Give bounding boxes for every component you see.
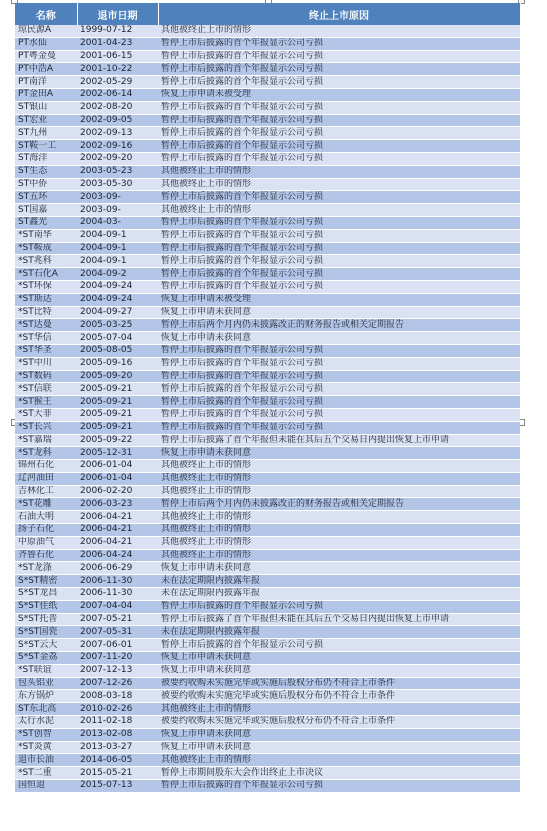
cell-reason: 暂停上市后披露的首个年报显示公司亏损 <box>158 216 520 229</box>
cell-name: PT粤金曼 <box>15 50 77 63</box>
table-row <box>15 652 520 665</box>
cell-delist-date: 2004-03- <box>77 216 158 229</box>
cell-name: 包头铝业 <box>15 677 77 690</box>
cell-name: 太行水泥 <box>15 716 77 729</box>
cell-delist-date: 2001-04-23 <box>77 37 158 50</box>
cell-reason: 恢复上市申请未获同意 <box>158 741 520 754</box>
cell-name: *ST斯达 <box>15 293 77 306</box>
cell-reason: 恢复上市申请未被受理 <box>158 88 520 101</box>
table-row <box>15 357 520 370</box>
cell-reason: 其他被终止上市的情形 <box>158 472 520 485</box>
cell-reason: 恢复上市申请未获同意 <box>158 728 520 741</box>
cell-name: 辽河油田 <box>15 472 77 485</box>
cell-delist-date: 2013-03-27 <box>77 741 158 754</box>
cell-delist-date: 2006-01-04 <box>77 472 158 485</box>
cell-name: *ST环保 <box>15 280 77 293</box>
cell-name: *ST华信 <box>15 332 77 345</box>
cell-name: ST生态 <box>15 165 77 178</box>
table-row <box>15 536 520 549</box>
table-row <box>15 498 520 511</box>
cell-name: PT金田A <box>15 88 77 101</box>
cell-delist-date: 2005-08-05 <box>77 344 158 357</box>
cell-delist-date: 2002-09-13 <box>77 127 158 140</box>
cell-delist-date: 2002-09-20 <box>77 152 158 165</box>
cell-reason: 被要约收购未实施完毕或实施后股权分布仍不符合上市条件 <box>158 690 520 703</box>
table-row <box>15 408 520 421</box>
table-row <box>15 396 520 409</box>
table-row <box>15 370 520 383</box>
cell-name: *ST联谊 <box>15 664 77 677</box>
cell-delist-date: 2015-07-13 <box>77 780 158 793</box>
table-row <box>15 588 520 601</box>
cell-name: *ST华圣 <box>15 344 77 357</box>
cell-reason: 暂停上市后披露的首个年报显示公司亏损 <box>158 114 520 127</box>
cell-delist-date: 2002-09-05 <box>77 114 158 127</box>
cell-name: *ST信联 <box>15 383 77 396</box>
cell-delist-date: 2008-03-18 <box>77 690 158 703</box>
table-row <box>15 114 520 127</box>
table-row <box>15 716 520 729</box>
cell-name: *ST二重 <box>15 767 77 780</box>
table-row <box>15 728 520 741</box>
cell-name: *ST数码 <box>15 370 77 383</box>
cell-reason: 暂停上市后披露的首个年报显示公司亏损 <box>158 152 520 165</box>
header-name: 名称 <box>15 3 77 25</box>
cell-name: *ST比特 <box>15 306 77 319</box>
cell-delist-date: 2007-04-04 <box>77 600 158 613</box>
cell-name: PT水仙 <box>15 37 77 50</box>
cell-delist-date: 2005-09-22 <box>77 434 158 447</box>
cell-name: *ST中川 <box>15 357 77 370</box>
cell-name: ST九州 <box>15 127 77 140</box>
cell-delist-date: 2004-09-24 <box>77 280 158 293</box>
cell-name: *ST炎黄 <box>15 741 77 754</box>
table-row <box>15 319 520 332</box>
cell-name: ST国嘉 <box>15 204 77 217</box>
cell-name: *ST花雕 <box>15 498 77 511</box>
cell-delist-date: 2004-09-1 <box>77 242 158 255</box>
cell-reason: 恢复上市申请未获同意 <box>158 306 520 319</box>
cell-reason: 其他被终止上市的情形 <box>158 460 520 473</box>
table-row <box>15 639 520 652</box>
table-row <box>15 50 520 63</box>
cell-name: ST中侨 <box>15 178 77 191</box>
cell-name: PT南洋 <box>15 76 77 89</box>
cell-name: S*ST佳纸 <box>15 600 77 613</box>
table-row <box>15 741 520 754</box>
table-row <box>15 485 520 498</box>
table-row <box>15 575 520 588</box>
cell-delist-date: 2005-07-04 <box>77 332 158 345</box>
cell-name: *ST南华 <box>15 229 77 242</box>
cell-reason: 其他被终止上市的情形 <box>158 204 520 217</box>
cell-delist-date: 2005-09-21 <box>77 408 158 421</box>
cell-reason: 恢复上市申请未获同意 <box>158 332 520 345</box>
cell-delist-date: 2005-09-21 <box>77 421 158 434</box>
cell-name: *ST大菲 <box>15 408 77 421</box>
table-row <box>15 178 520 191</box>
table-row <box>15 229 520 242</box>
table-row <box>15 88 520 101</box>
cell-reason: 暂停上市后披露的首个年报显示公司亏损 <box>158 280 520 293</box>
cell-delist-date: 2002-06-14 <box>77 88 158 101</box>
cell-name: *ST龙科 <box>15 447 77 460</box>
cell-name: *ST龙涤 <box>15 562 77 575</box>
cell-delist-date: 2004-09-27 <box>77 306 158 319</box>
cell-reason: 被要约收购未实施完毕或实施后股权分布仍不符合上市条件 <box>158 677 520 690</box>
cell-reason: 暂停上市后披露的首个年报显示公司亏损 <box>158 37 520 50</box>
cell-name: S*ST龙昌 <box>15 588 77 601</box>
cell-reason: 暂停上市后披露的首个年报显示公司亏损 <box>158 639 520 652</box>
cell-reason: 暂停上市后披露的首个年报显示公司亏损 <box>158 140 520 153</box>
table-row <box>15 524 520 537</box>
table-row <box>15 152 520 165</box>
cell-delist-date: 2002-09-16 <box>77 140 158 153</box>
cell-name: S*ST云大 <box>15 639 77 652</box>
cell-delist-date: 2004-09-1 <box>77 229 158 242</box>
cell-delist-date: 2006-03-23 <box>77 498 158 511</box>
cell-reason: 恢复上市申请未获同意 <box>158 447 520 460</box>
table-row <box>15 447 520 460</box>
cell-name: ST鞍一工 <box>15 140 77 153</box>
cell-delist-date: 2001-06-15 <box>77 50 158 63</box>
table-row <box>15 76 520 89</box>
cell-delist-date: 2006-11-30 <box>77 575 158 588</box>
cell-delist-date: 2007-06-01 <box>77 639 158 652</box>
table-row <box>15 255 520 268</box>
cell-delist-date: 2002-05-29 <box>77 76 158 89</box>
cell-reason: 其他被终止上市的情形 <box>158 178 520 191</box>
cell-name: *ST石化A <box>15 268 77 281</box>
table-row <box>15 780 520 793</box>
cell-name: 锦州石化 <box>15 460 77 473</box>
cell-name: ST宏业 <box>15 114 77 127</box>
cell-name: ST海洋 <box>15 152 77 165</box>
table-row <box>15 306 520 319</box>
cell-delist-date: 2006-02-20 <box>77 485 158 498</box>
cell-delist-date: 2006-04-21 <box>77 511 158 524</box>
cell-name: ST五环 <box>15 191 77 204</box>
cell-delist-date: 2005-09-20 <box>77 370 158 383</box>
cell-reason: 其他被终止上市的情形 <box>158 485 520 498</box>
table-row <box>15 549 520 562</box>
cell-delist-date: 2007-05-31 <box>77 626 158 639</box>
cell-reason: 暂停上市后两个月内仍未披露改正的财务报告或相关定期报告 <box>158 319 520 332</box>
cell-delist-date: 2011-02-18 <box>77 716 158 729</box>
cell-name: 中原油气 <box>15 536 77 549</box>
table-row <box>15 562 520 575</box>
cell-name: *ST嘉瑞 <box>15 434 77 447</box>
cell-reason: 暂停上市后披露的首个年报显示公司亏损 <box>158 383 520 396</box>
cell-delist-date: 2003-05-30 <box>77 178 158 191</box>
table-row <box>15 216 520 229</box>
cell-reason: 暂停上市后披露的首个年报显示公司亏损 <box>158 268 520 281</box>
cell-reason: 暂停上市期间股东大会作出终止上市决议 <box>158 767 520 780</box>
cell-reason: 未在法定期限内披露年报 <box>158 626 520 639</box>
header-delist-date: 退市日期 <box>77 3 158 25</box>
cell-reason: 暂停上市后披露的首个年报显示公司亏损 <box>158 396 520 409</box>
cell-reason: 暂停上市后披露的首个年报显示公司亏损 <box>158 229 520 242</box>
cell-reason: 未在法定期限内披露年报 <box>158 588 520 601</box>
table-row <box>15 690 520 703</box>
table-row <box>15 664 520 677</box>
cell-delist-date: 2005-09-21 <box>77 396 158 409</box>
table-row <box>15 383 520 396</box>
cell-delist-date: 2006-04-21 <box>77 536 158 549</box>
cell-reason: 暂停上市后披露了首个年报但未能在其后五个交易日内提出恢复上市申请 <box>158 434 520 447</box>
cell-name: S*ST精密 <box>15 575 77 588</box>
table-row <box>15 626 520 639</box>
cell-delist-date: 2007-12-26 <box>77 677 158 690</box>
cell-delist-date: 2004-09-1 <box>77 255 158 268</box>
cell-reason: 暂停上市后披露的首个年报显示公司亏损 <box>158 63 520 76</box>
table-row <box>15 242 520 255</box>
cell-delist-date: 1999-07-12 <box>77 25 158 37</box>
cell-reason: 暂停上市后披露的首个年报显示公司亏损 <box>158 242 520 255</box>
cell-delist-date: 2006-11-30 <box>77 588 158 601</box>
cell-delist-date: 2014-06-05 <box>77 754 158 767</box>
cell-delist-date: 2006-06-29 <box>77 562 158 575</box>
cell-delist-date: 2005-09-21 <box>77 383 158 396</box>
cell-delist-date: 2006-01-04 <box>77 460 158 473</box>
delisting-table-image <box>15 3 520 793</box>
cell-name: *ST达曼 <box>15 319 77 332</box>
cell-name: PT中浩A <box>15 63 77 76</box>
cell-name: *ST长兴 <box>15 421 77 434</box>
cell-delist-date: 2007-11-20 <box>77 652 158 665</box>
cell-name: 吉林化工 <box>15 485 77 498</box>
cell-delist-date: 2006-04-21 <box>77 524 158 537</box>
table-row <box>15 332 520 345</box>
table-header-row <box>15 3 520 25</box>
table-row <box>15 613 520 626</box>
cell-name: S*ST国瓷 <box>15 626 77 639</box>
cell-reason: 暂停上市后披露的首个年报显示公司亏损 <box>158 191 520 204</box>
cell-name: 齐鲁石化 <box>15 549 77 562</box>
cell-delist-date: 2001-10-22 <box>77 63 158 76</box>
table-row <box>15 344 520 357</box>
cell-reason: 恢复上市申请未被受理 <box>158 293 520 306</box>
cell-delist-date: 2010-02-26 <box>77 703 158 716</box>
cell-name: 琼民源A <box>15 25 77 37</box>
cell-reason: 其他被终止上市的情形 <box>158 549 520 562</box>
table-body <box>15 25 520 792</box>
cell-name: 扬子石化 <box>15 524 77 537</box>
table-row <box>15 767 520 780</box>
table-row <box>15 754 520 767</box>
cell-reason: 暂停上市后披露的首个年报显示公司亏损 <box>158 101 520 114</box>
cell-reason: 暂停上市后两个月内仍未披露改正的财务报告或相关定期报告 <box>158 498 520 511</box>
cell-name: 国恒退 <box>15 780 77 793</box>
table-row <box>15 37 520 50</box>
table-row <box>15 460 520 473</box>
cell-reason: 其他被终止上市的情形 <box>158 703 520 716</box>
cell-reason: 其他被终止上市的情形 <box>158 536 520 549</box>
cell-name: *ST鞍成 <box>15 242 77 255</box>
table-row <box>15 703 520 716</box>
cell-name: *ST兆科 <box>15 255 77 268</box>
cell-name: 东方锅炉 <box>15 690 77 703</box>
cell-reason: 暂停上市后披露的首个年报显示公司亏损 <box>158 127 520 140</box>
cell-name: *ST猴王 <box>15 396 77 409</box>
cell-name: 石油大明 <box>15 511 77 524</box>
table-row <box>15 293 520 306</box>
cell-reason: 暂停上市后披露的首个年报显示公司亏损 <box>158 357 520 370</box>
cell-reason: 暂停上市后披露的首个年报显示公司亏损 <box>158 780 520 793</box>
table-row <box>15 25 520 37</box>
cell-reason: 未在法定期限内披露年报 <box>158 575 520 588</box>
cell-reason: 暂停上市后披露的首个年报显示公司亏损 <box>158 76 520 89</box>
cell-reason: 暂停上市后披露的首个年报显示公司亏损 <box>158 50 520 63</box>
cell-delist-date: 2013-02-08 <box>77 728 158 741</box>
cell-delist-date: 2007-05-21 <box>77 613 158 626</box>
cell-delist-date: 2005-09-16 <box>77 357 158 370</box>
table-row <box>15 677 520 690</box>
cell-delist-date: 2005-12-31 <box>77 447 158 460</box>
cell-name: 退市长油 <box>15 754 77 767</box>
delisting-table <box>15 3 521 793</box>
cell-delist-date: 2007-12-13 <box>77 664 158 677</box>
cell-name: ST鑫光 <box>15 216 77 229</box>
cell-reason: 暂停上市后披露的首个年报显示公司亏损 <box>158 344 520 357</box>
header-reason: 终止上市原因 <box>158 3 520 25</box>
cell-reason: 其他被终止上市的情形 <box>158 511 520 524</box>
cell-reason: 其他被终止上市的情形 <box>158 165 520 178</box>
cell-delist-date: 2003-09- <box>77 204 158 217</box>
cell-reason: 其他被终止上市的情形 <box>158 25 520 37</box>
table-row <box>15 63 520 76</box>
table-row <box>15 421 520 434</box>
table-row <box>15 127 520 140</box>
table-row <box>15 434 520 447</box>
cell-reason: 暂停上市后披露的首个年报显示公司亏损 <box>158 421 520 434</box>
table-row <box>15 280 520 293</box>
cell-reason: 被要约收购未实施完毕或实施后股权分布仍不符合上市条件 <box>158 716 520 729</box>
cell-reason: 暂停上市后披露的首个年报显示公司亏损 <box>158 370 520 383</box>
cell-delist-date: 2004-09-24 <box>77 293 158 306</box>
cell-delist-date: 2004-09-2 <box>77 268 158 281</box>
table-row <box>15 101 520 114</box>
cell-name: ST银山 <box>15 101 77 114</box>
table-row <box>15 204 520 217</box>
cell-reason: 暂停上市后披露了首个年报但未能在其后五个交易日内提出恢复上市申请 <box>158 613 520 626</box>
cell-reason: 暂停上市后披露的首个年报显示公司亏损 <box>158 255 520 268</box>
cell-reason: 恢复上市申请未获同意 <box>158 664 520 677</box>
cell-delist-date: 2005-03-25 <box>77 319 158 332</box>
table-row <box>15 472 520 485</box>
cell-name: ST东北高 <box>15 703 77 716</box>
cell-reason: 恢复上市申请未获同意 <box>158 652 520 665</box>
table-row <box>15 268 520 281</box>
cell-delist-date: 2002-08-20 <box>77 101 158 114</box>
cell-reason: 其他被终止上市的情形 <box>158 524 520 537</box>
cell-reason: 其他被终止上市的情形 <box>158 754 520 767</box>
table-row <box>15 191 520 204</box>
table-row <box>15 140 520 153</box>
cell-reason: 恢复上市申请未获同意 <box>158 562 520 575</box>
cell-reason: 暂停上市后披露的首个年报显示公司亏损 <box>158 408 520 421</box>
table-row <box>15 511 520 524</box>
cell-delist-date: 2003-09- <box>77 191 158 204</box>
cell-delist-date: 2003-05-23 <box>77 165 158 178</box>
cell-reason: 暂停上市后披露的首个年报显示公司亏损 <box>158 600 520 613</box>
cell-name: S*ST托普 <box>15 613 77 626</box>
table-row <box>15 165 520 178</box>
cell-delist-date: 2015-05-21 <box>77 767 158 780</box>
cell-name: S*ST金荔 <box>15 652 77 665</box>
table-row <box>15 600 520 613</box>
cell-delist-date: 2006-04-24 <box>77 549 158 562</box>
cell-name: *ST创智 <box>15 728 77 741</box>
